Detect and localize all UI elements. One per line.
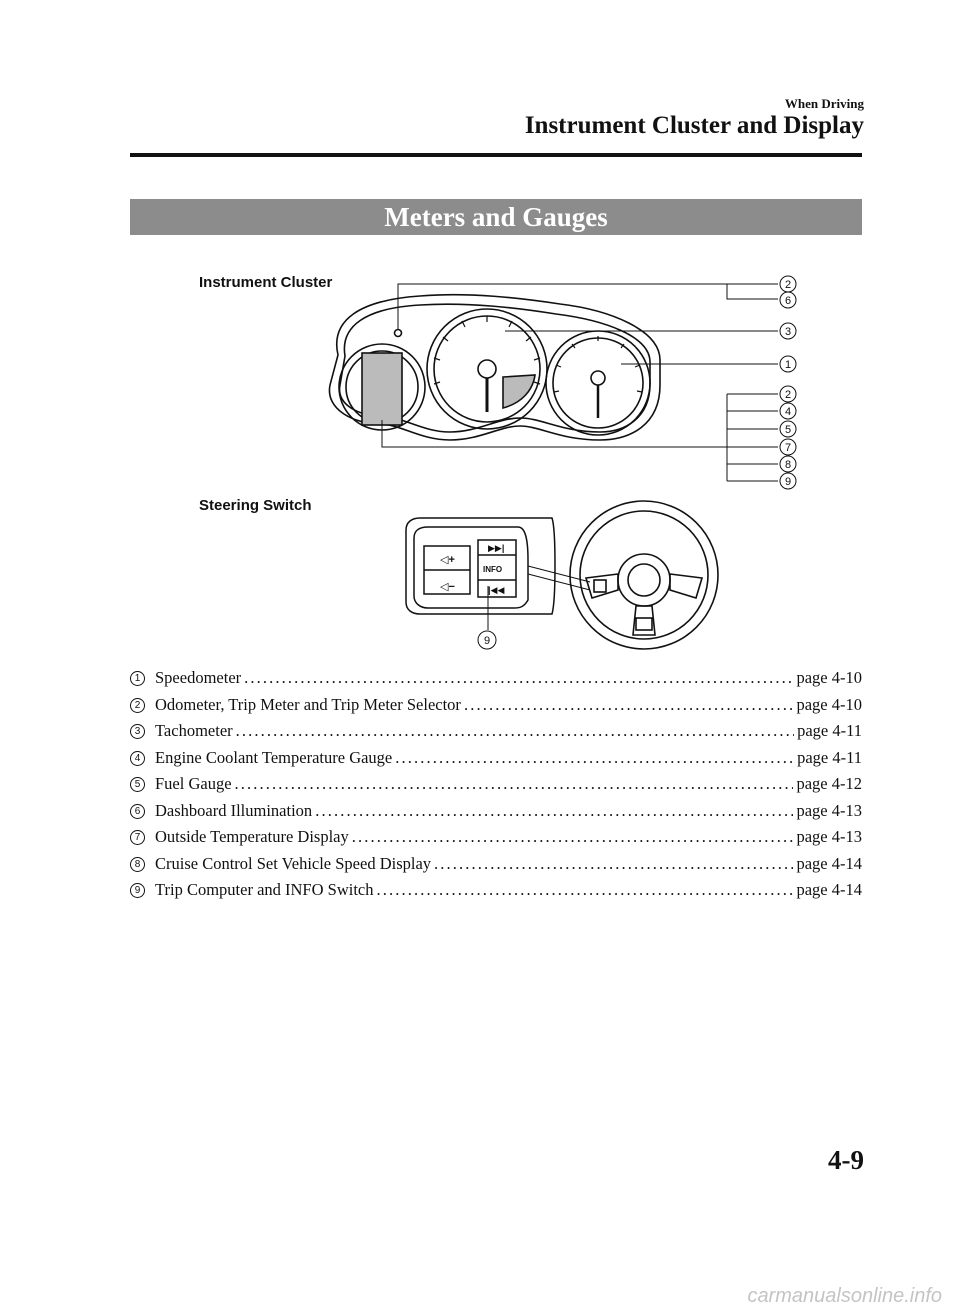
svg-text:◁−: ◁− (440, 581, 455, 593)
toc-row[interactable] (130, 880, 862, 907)
callout-6: 6 (784, 295, 792, 307)
toc-number-badge: 9 (130, 883, 145, 898)
callout-2b: 2 (784, 389, 792, 401)
toc-entry-title: Outside Temperature Display (155, 827, 349, 846)
toc-entry-title: Cruise Control Set Vehicle Speed Display (155, 853, 432, 873)
toc-leader-dots (244, 668, 793, 688)
svg-text:◁+: ◁+ (440, 554, 455, 566)
toc-number-badge: 8 (130, 857, 145, 872)
toc-entry-title: Trip Computer and INFO Switch (155, 880, 374, 899)
callout-5: 5 (784, 424, 792, 436)
toc-row[interactable] (130, 721, 862, 748)
callout-9-switch: 9 (483, 635, 491, 647)
callout-3: 3 (784, 326, 792, 338)
callout-8: 8 (784, 459, 792, 471)
info-switch-label: INFO (483, 565, 503, 574)
page-number: 4-9 (828, 1145, 864, 1175)
toc-leader-dots (376, 880, 793, 900)
toc-entry-title: Fuel Gauge (155, 774, 232, 793)
toc-number-badge: 4 (130, 751, 145, 766)
svg-text:▶▶|: ▶▶| (488, 543, 505, 553)
toc-number-badge: 5 (130, 777, 145, 792)
section-banner: Meters and Gauges (130, 199, 862, 235)
section-name: When Driving (784, 96, 864, 111)
watermark: carmanualsonline.info (747, 1285, 942, 1307)
toc-number-badge: 1 (130, 671, 145, 686)
toc-row[interactable] (130, 748, 862, 775)
toc-leader-dots (315, 801, 793, 821)
toc-row[interactable] (130, 774, 862, 801)
callout-1: 1 (784, 359, 792, 371)
steering-switch-illustration (405, 518, 590, 630)
toc-number-badge: 2 (130, 698, 145, 713)
toc-page-ref[interactable]: page 4-10 (796, 694, 862, 714)
toc-entry-title: Tachometer (155, 721, 233, 740)
toc-row[interactable] (130, 695, 862, 722)
toc-leader-dots (235, 774, 794, 794)
toc-entry-title: Engine Coolant Temperature Gauge (155, 747, 393, 767)
toc-entry-title: Odometer, Trip Meter and Trip Meter Selector (155, 694, 461, 714)
toc-page-ref[interactable]: page 4-14 (796, 853, 862, 873)
toc-row[interactable] (130, 801, 862, 828)
callout-7: 7 (784, 442, 792, 454)
toc-page-ref[interactable]: page 4-11 (797, 721, 862, 740)
toc-row[interactable] (130, 668, 862, 695)
toc-leader-dots (434, 854, 793, 874)
svg-text:|◀◀: |◀◀ (488, 585, 505, 595)
page-title: Instrument Cluster and Display (524, 112, 864, 139)
toc-entry-title: Dashboard Illumination (155, 800, 313, 820)
toc-row[interactable] (130, 854, 862, 881)
callout-9: 9 (784, 476, 792, 488)
steering-wheel-illustration (570, 501, 718, 649)
toc-list (130, 668, 862, 907)
toc-leader-dots (464, 695, 794, 715)
steering-switch-label: Steering Switch (199, 497, 312, 514)
callout-2a: 2 (784, 279, 792, 291)
toc-page-ref[interactable]: page 4-13 (796, 827, 862, 846)
toc-page-ref[interactable]: page 4-12 (796, 774, 862, 793)
toc-number-badge: 6 (130, 804, 145, 819)
toc-page-ref[interactable]: page 4-10 (796, 668, 862, 687)
toc-page-ref[interactable]: page 4-14 (796, 880, 862, 899)
toc-row[interactable] (130, 827, 862, 854)
toc-entry-title: Speedometer (155, 668, 242, 687)
toc-leader-dots (395, 748, 794, 768)
toc-number-badge: 3 (130, 724, 145, 739)
toc-leader-dots (352, 827, 794, 847)
toc-number-badge: 7 (130, 830, 145, 845)
toc-page-ref[interactable]: page 4-11 (797, 747, 862, 767)
toc-leader-dots (236, 721, 794, 741)
callout-4: 4 (784, 406, 792, 418)
toc-page-ref[interactable]: page 4-13 (796, 800, 862, 820)
instrument-cluster-label: Instrument Cluster (199, 274, 333, 291)
